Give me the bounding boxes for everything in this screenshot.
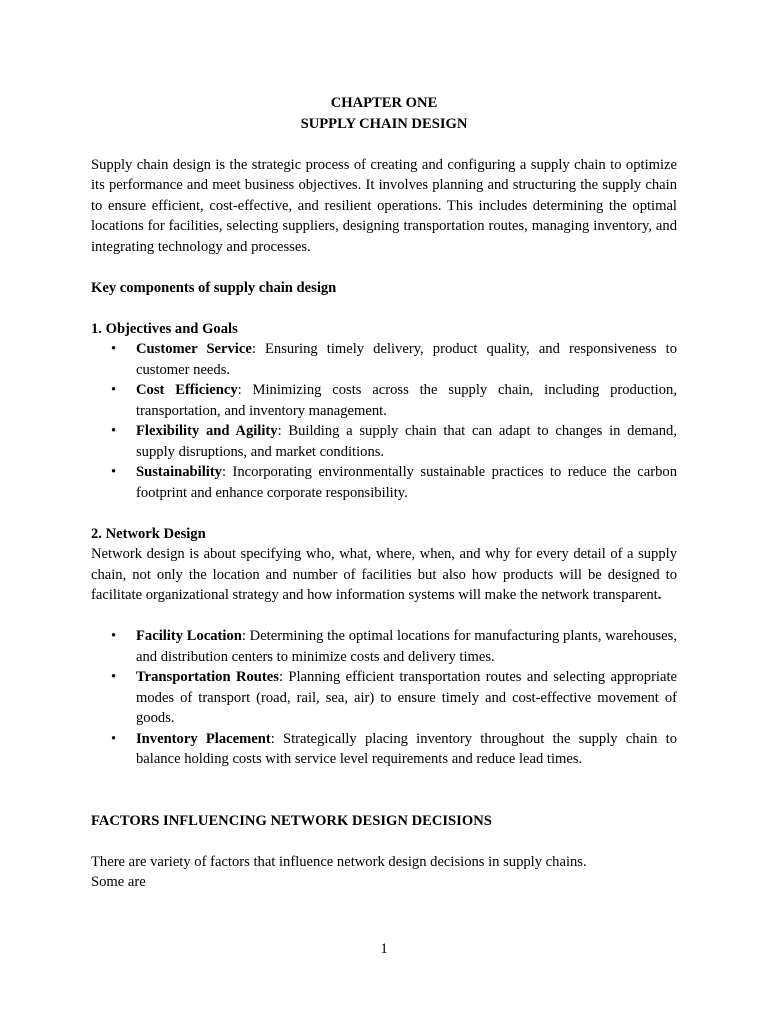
list-item-term: Customer Service	[136, 341, 252, 357]
bullet-icon: •	[111, 628, 117, 644]
list-item-text: : Incorporating environmentally sustainable practices to reduce the carbon footprint and enhance corporate responsibility.	[136, 464, 677, 501]
list-item-text: : Determining the optimal locations for manufacturing plants, warehouses, and distribution centers to minimize costs and delivery times.	[136, 628, 677, 665]
list-item	[91, 729, 677, 770]
list-item	[91, 380, 677, 421]
list-item	[91, 339, 677, 380]
list-item	[91, 626, 677, 667]
network-heading: 2. Network Design	[91, 525, 206, 542]
list-item-term: Flexibility and Agility	[136, 423, 278, 439]
list-item-term: Sustainability	[136, 464, 222, 480]
key-components-heading: Key components of supply chain design	[91, 279, 337, 296]
list-item-term: Transportation Routes	[136, 669, 279, 685]
list-item	[91, 421, 677, 462]
bullet-icon: •	[111, 423, 117, 439]
factors-heading: FACTORS INFLUENCING NETWORK DESIGN DECISIONS	[91, 812, 492, 829]
list-item-term: Cost Efficiency	[136, 382, 238, 398]
list-item-text: : Minimizing costs across the supply chain, including production, transportation, and inventory management.	[136, 382, 677, 419]
factors-line-2: Some are	[91, 874, 146, 890]
list-item-text: : Planning efficient transportation routes and selecting appropriate modes of transport (road, rail, sea, air) to ensure timely and cost-effective movement of goods.	[136, 669, 677, 726]
list-item	[91, 667, 677, 729]
list-item-text: : Strategically placing inventory throughout the supply chain to balance holding costs with service level requirements and reduce lead times.	[136, 730, 677, 767]
chapter-title: SUPPLY CHAIN DESIGN	[300, 115, 468, 132]
factors-line-1: There are variety of factors that influence network design decisions in supply chains.	[91, 853, 587, 870]
list-item-text: : Ensuring timely delivery, product quality, and responsiveness to customer needs.	[136, 341, 677, 378]
network-paragraph-end: .	[657, 587, 662, 603]
network-paragraph-text: Network design is about specifying who, what, where, when, and why for every detail of a supply chain, not only the location and number of facilities but also how products will be designed to facilitate organizational strategy and how information systems will make the network transparent	[91, 546, 677, 603]
bullet-icon: •	[111, 464, 117, 480]
list-item-term: Inventory Placement	[136, 730, 271, 747]
chapter-label: CHAPTER ONE	[330, 95, 438, 111]
list-item-text: : Building a supply chain that can adapt to changes in demand, supply disruptions, and market conditions.	[136, 423, 677, 460]
network-list	[91, 626, 677, 770]
bullet-icon: •	[111, 730, 117, 747]
page-number: 1	[380, 941, 388, 957]
list-item-term: Facility Location	[136, 628, 242, 644]
document-page	[91, 93, 677, 893]
bullet-icon: •	[111, 341, 117, 357]
list-item	[91, 462, 677, 503]
bullet-icon: •	[111, 382, 117, 398]
objectives-heading: 1. Objectives and Goals	[91, 320, 238, 337]
bullet-icon: •	[111, 669, 117, 685]
network-paragraph	[91, 544, 677, 606]
objectives-list	[91, 339, 677, 503]
intro-paragraph: Supply chain design is the strategic process of creating and configuring a supply chain to optimize its performance and meet business objectives. It involves planning and structuring the supply chain to ensure efficient, cost-effective, and resilient operations. This includes determining the optimal locations for facilities, selecting suppliers, designing transportation routes, managing inventory, and integrating technology and processes.	[91, 156, 677, 255]
